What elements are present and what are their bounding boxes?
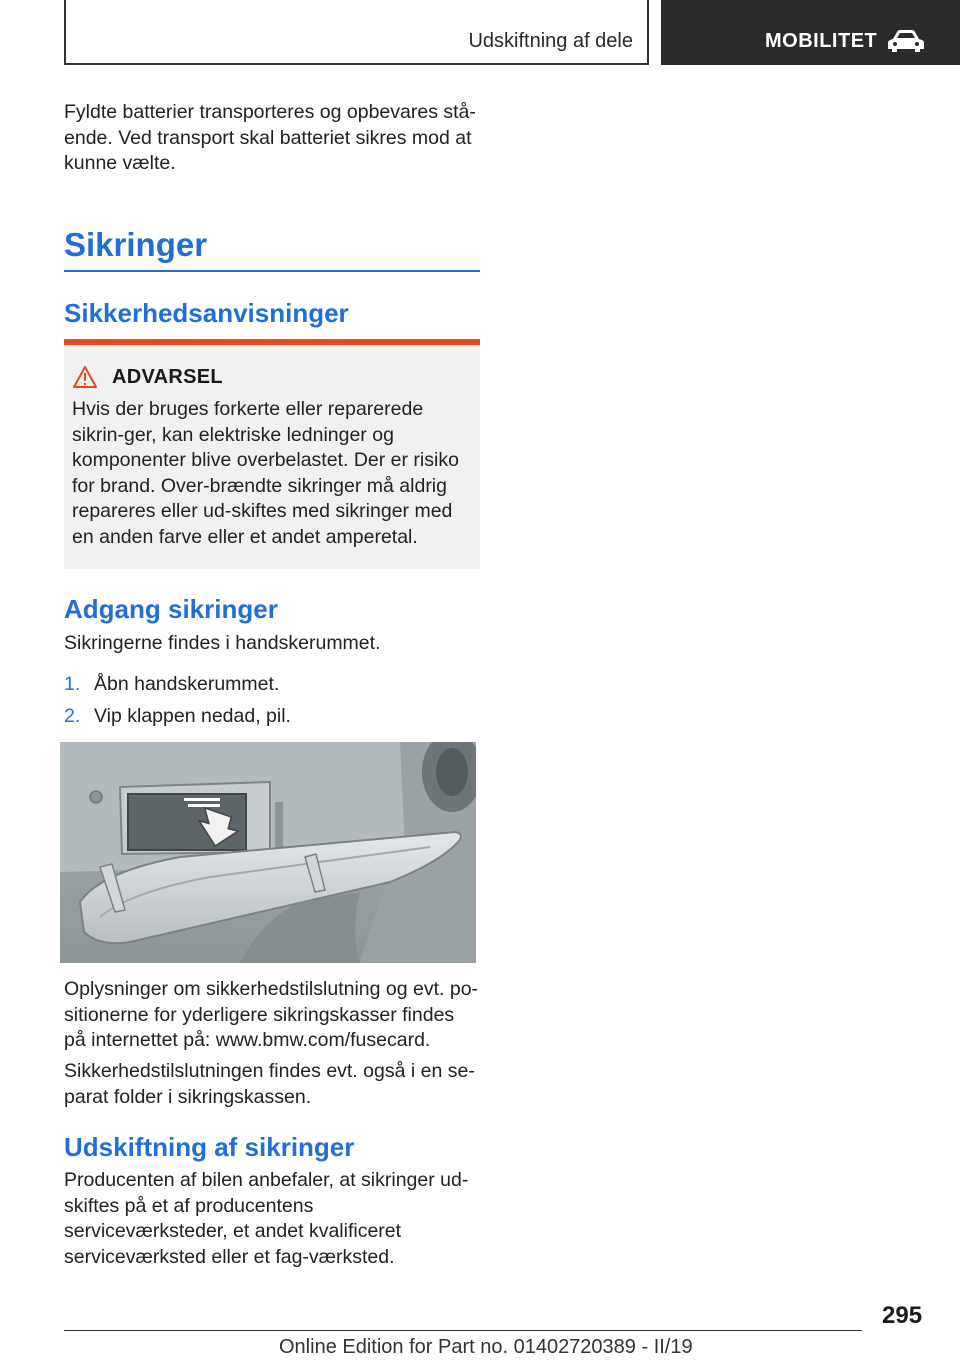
page-number: 295 xyxy=(882,1302,923,1329)
access-heading: Adgang sikringer xyxy=(64,594,278,624)
header-chapter-tab xyxy=(661,0,960,65)
replace-heading: Udskiftning af sikringer xyxy=(64,1132,355,1162)
warning-text: Hvis der bruges forkerte eller reparerede sikrin-ger, kan elektriske ledninger og komponenter blive overbelastet. Der er risiko for brand. Over-brændte sikringer må aldrig repareres eller ud-skiftes med sikringer med en anden farve eller et andet amperetal. xyxy=(72,398,459,548)
list-item-number: 1. xyxy=(64,673,81,695)
folder-info-paragraph: Sikkerhedstilslutningen findes evt. også i en se-parat folder i sikringskassen. xyxy=(64,1060,475,1108)
list-item-number: 2. xyxy=(64,705,81,727)
warning-label: ADVARSEL xyxy=(112,366,223,388)
glovebox-photo xyxy=(60,742,476,963)
title-divider xyxy=(64,270,480,272)
safety-heading: Sikkerhedsanvisninger xyxy=(64,298,349,328)
edition-footer: Online Edition for Part no. 01402720389 - II/19 xyxy=(279,1336,693,1358)
header-section-title: Udskiftning af dele xyxy=(468,30,633,52)
intro-paragraph: Fyldte batterier transporteres og opbevares stå-ende. Ved transport skal batteriet sikres mod at kunne vælte. xyxy=(64,101,476,174)
glovebox-illustration xyxy=(60,742,476,963)
list-item-text: Vip klappen nedad, pil. xyxy=(94,705,291,727)
warning-triangle-icon xyxy=(72,365,98,389)
car-icon xyxy=(887,29,925,53)
access-text: Sikringerne findes i handskerummet. xyxy=(64,632,381,654)
replace-text: Producenten af bilen anbefaler, at sikringer ud-skiftes på et af producentens serviceværksteder, et andet kvalificeret serviceværksted eller et fag-værksted. xyxy=(64,1169,469,1268)
page-title: Sikringer xyxy=(64,226,208,263)
header-chapter-title: MOBILITET xyxy=(765,30,878,52)
header-section-box xyxy=(64,0,649,65)
list-item-text: Åbn handskerummet. xyxy=(94,673,280,695)
fusecard-info-paragraph: Oplysninger om sikkerhedstilslutning og evt. po-sitionerne for yderligere sikringskasser findes på internettet på: www.bmw.com/fusecard. xyxy=(64,978,479,1051)
footer-divider xyxy=(64,1330,862,1331)
